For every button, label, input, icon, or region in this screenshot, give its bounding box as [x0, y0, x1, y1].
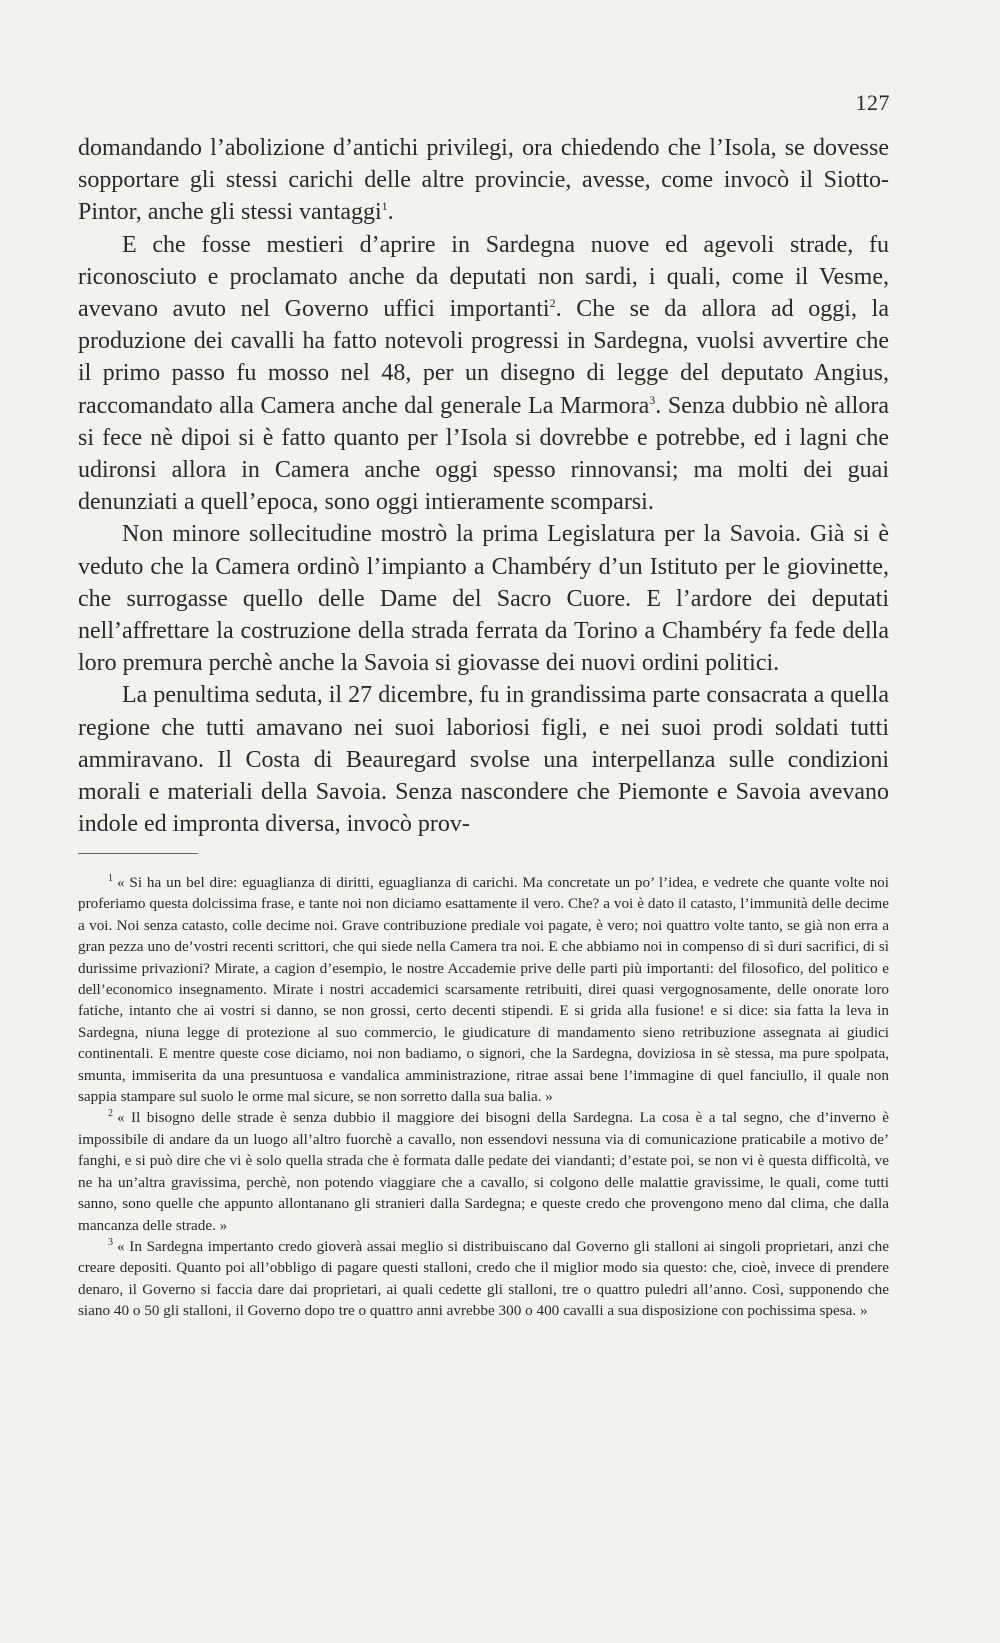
paragraph-text: . Che se da allora ad oggi, la produzione dei cavalli ha fatto notevoli progressi in Sardegna, vuolsi avvertire che il primo passo fu mosso nel 48, per un disegno di legge del deputato Angius, raccomandato alla Camera anche dal generale La Marmora: [78, 296, 889, 419]
footnote-mark: 3: [108, 1236, 113, 1248]
paragraph-text: .: [387, 199, 394, 226]
page-number: 127: [855, 90, 890, 115]
footnote-1: [78, 872, 889, 1107]
main-text: [78, 132, 889, 840]
footnotes: [78, 872, 889, 1322]
footnote-ref: 3: [649, 392, 656, 407]
footnote-mark: 2: [108, 1108, 113, 1120]
paragraph-3: Non minore sollecitudine mostrò la prima Legislatura per la Savoia. Già si è veduto che la Camera ordinò l’impianto a Chambéry d’un Istituto per le giovinette, che surrogasse quello delle Dame del Sacro Cuore. E l’ardore dei deputati nell’affrettare la costruzione della strada ferrata da Torino a Chambéry fa fede della loro premura perchè anche la Savoia si giovasse dei nuovi ordini politici.: [78, 521, 889, 677]
footnote-text: « Il bisogno delle strade è senza dubbio il maggiore dei bisogni della Sardegna. La cosa è a tal segno, che d’inverno è impossibile di andare da un luogo all’altro fuorchè a cavallo, non essendovi nessuna via di comunicazione praticabile a motivo de’ fanghi, e si può dire che vi è solo quella strada che è formata dalle pedate dei viandanti; d’estate poi, se non vi è questa difficoltà, ve ne ha un’altra gravissima, perchè, non potendo viaggiare che a cavallo, si colgono delle malattie gravissime, le quali, come tutti sanno, sono quelle che appunto allontanano gli stranieri dalla Sardegna; e queste credo che provengono meno dal clima, che dalla mancanza delle strade. »: [78, 1109, 889, 1234]
paragraph-1: [78, 132, 889, 229]
footnote-text: « In Sardegna impertanto credo gioverà assai meglio si distribuiscano dal Governo gli stalloni ai singoli proprietari, anzi che creare depositi. Quanto poi all’obbligo di pagare questi stalloni, credo che il miglior modo sia questo: che, cioè, invece di prendere denaro, il Governo si faccia dare dai proprietari, ai quali cedette gli stalloni, tre o quattro puledri all’anno. Così, supponendo che siano 40 o 50 gli stalloni, il Governo dopo tre o quattro anni avrebbe 300 o 400 cavalli a sua disposizione con pochissima spesa. »: [78, 1237, 889, 1320]
footnote-ref: 2: [549, 296, 556, 311]
paragraph-text: . Senza dubbio nè allora si fece nè dipoi si è fatto quanto per l’Isola si dovrebbe e potrebbe, ed i lagni che udironsi allora in Camera anche oggi spesso rinnovansi; ma molti dei guai denunziati a quell’epoca, sono oggi intieramente scomparsi.: [78, 392, 889, 516]
footnote-2: [78, 1107, 889, 1235]
footnote-ref: 1: [381, 199, 388, 214]
footnote-mark: 1: [108, 872, 113, 884]
paragraph-text: E che fosse mestieri d’aprire in Sardegna nuove ed agevoli strade, fu riconosciuto e proclamato anche da deputati non sardi, i quali, come il Vesme, avevano avuto nel Governo uffici importanti: [78, 231, 889, 323]
paragraph-2: [78, 229, 889, 519]
paragraph-4: La penultima seduta, il 27 dicembre, fu in grandissima parte consacrata a quella regione che tutti amavano nei suoi laboriosi figli, e nei suoi prodi soldati tutti ammiravano. Il Costa di Beauregard svolse una interpellanza sulle condizioni morali e materiali della Savoia. Senza nascondere che Piemonte e Savoia avevano indole ed impronta diversa, invocò prov-: [78, 682, 889, 838]
footnote-3: [78, 1236, 889, 1322]
footnote-text: « Si ha un bel dire: eguaglianza di diritti, eguaglianza di carichi. Ma concretate un po’ l’idea, e vedrete che quante volte noi proferiamo questa dolcissima frase, e tante noi non diciamo esattamente il vero. Che? a voi è dato il catasto, l’immunità delle decime a voi. Noi senza catasto, colle decime noi. Grave contribuzione prediale voi pagate, è vero; noi quattro volte tanto, se già non erra a gran pezza uno de’vostri recenti scrittori, che qui siede nella Camera tra noi. E che abbiamo noi in compenso di sì duri sacrifici, di sì durissime privazioni? Mirate, a cagion d’esempio, le nostre Accademie prive delle parti più importanti: del filosofico, del politico e dell’economico insegnamento. Mirate i nostri accademici scarsamente retribuiti, direi quasi vergognosamente, delle onorate loro fatiche, intanto che ai vostri si danno, se non grossi, certo decenti stipendi. E si grida alla fusione! e si dice: sia fatta la leva in Sardegna, niuna legge di protezione al suo commercio, le giudicature di mandamento sieno retribuzione assegnata ai giudici continentali. E mentre queste cose diciamo, noi non badiamo, o signori, che la Sardegna, doviziosa in sè stessa, ma pure spolpata, smunta, immiserita da una presuntuosa e vandalica amministrazione, ritrae assai bene l’immagine di quel fanciullo, il quale non sappia stampare sul suolo le orme mal sicure, se non sorretto dalla sua balia. »: [78, 874, 889, 1106]
footnote-divider: [78, 853, 198, 854]
paragraph-text: domandando l’abolizione d’antichi privilegi, ora chiedendo che l’Isola, se dovesse sopportare gli stessi carichi delle altre provincie, avesse, come invocò il Siotto-Pintor, anche gli stessi vantaggi: [78, 135, 889, 226]
